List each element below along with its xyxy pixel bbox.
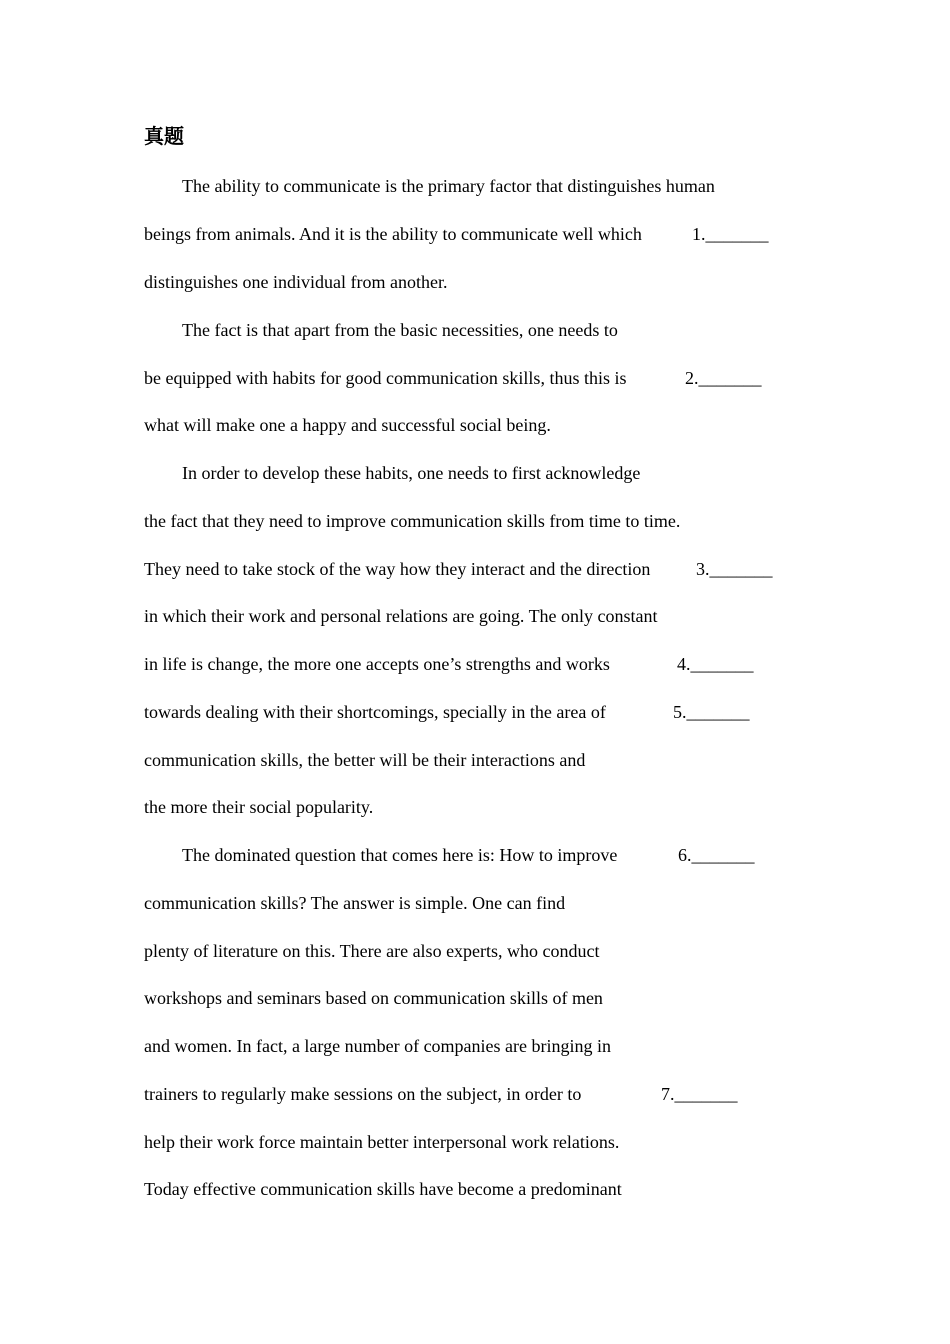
text-line: The fact is that apart from the basic necessities, one needs to xyxy=(182,320,618,340)
answer-blank-3: 3._______ xyxy=(696,559,773,579)
text-line: Today effective communication skills have become a predominant xyxy=(144,1179,622,1199)
answer-blank-1: 1._______ xyxy=(692,224,769,244)
text-line: and women. In fact, a large number of companies are bringing in xyxy=(144,1036,612,1056)
page-title: 真题 xyxy=(144,124,184,148)
answer-blank-7: 7._______ xyxy=(661,1084,738,1104)
text-line: The ability to communicate is the primary factor that distinguishes human xyxy=(182,176,715,196)
text-line: They need to take stock of the way how they interact and the direction xyxy=(144,559,651,579)
answer-blank-6: 6._______ xyxy=(678,845,755,865)
answer-blank-5: 5._______ xyxy=(673,702,750,722)
text-line: in which their work and personal relations are going. The only constant xyxy=(144,606,658,626)
text-line: what will make one a happy and successful social being. xyxy=(144,415,551,435)
text-line: beings from animals. And it is the ability to communicate well which xyxy=(144,224,642,244)
text-line: distinguishes one individual from another. xyxy=(144,272,448,292)
text-line: workshops and seminars based on communication skills of men xyxy=(144,988,603,1008)
text-line: plenty of literature on this. There are also experts, who conduct xyxy=(144,941,600,961)
text-line: In order to develop these habits, one needs to first acknowledge xyxy=(182,463,641,483)
text-line: in life is change, the more one accepts one’s strengths and works xyxy=(144,654,610,674)
text-line: be equipped with habits for good communication skills, thus this is xyxy=(144,368,627,388)
text-line: The dominated question that comes here is: How to improve xyxy=(182,845,618,865)
text-line: help their work force maintain better interpersonal work relations. xyxy=(144,1132,620,1152)
text-line: communication skills? The answer is simple. One can find xyxy=(144,893,566,913)
text-line: towards dealing with their shortcomings, specially in the area of xyxy=(144,702,606,722)
text-line: trainers to regularly make sessions on the subject, in order to xyxy=(144,1084,582,1104)
text-line: the more their social popularity. xyxy=(144,797,374,817)
text-line: the fact that they need to improve communication skills from time to time. xyxy=(144,511,681,531)
text-line: communication skills, the better will be their interactions and xyxy=(144,750,586,770)
answer-blank-4: 4._______ xyxy=(677,654,754,674)
answer-blank-2: 2._______ xyxy=(685,368,762,388)
